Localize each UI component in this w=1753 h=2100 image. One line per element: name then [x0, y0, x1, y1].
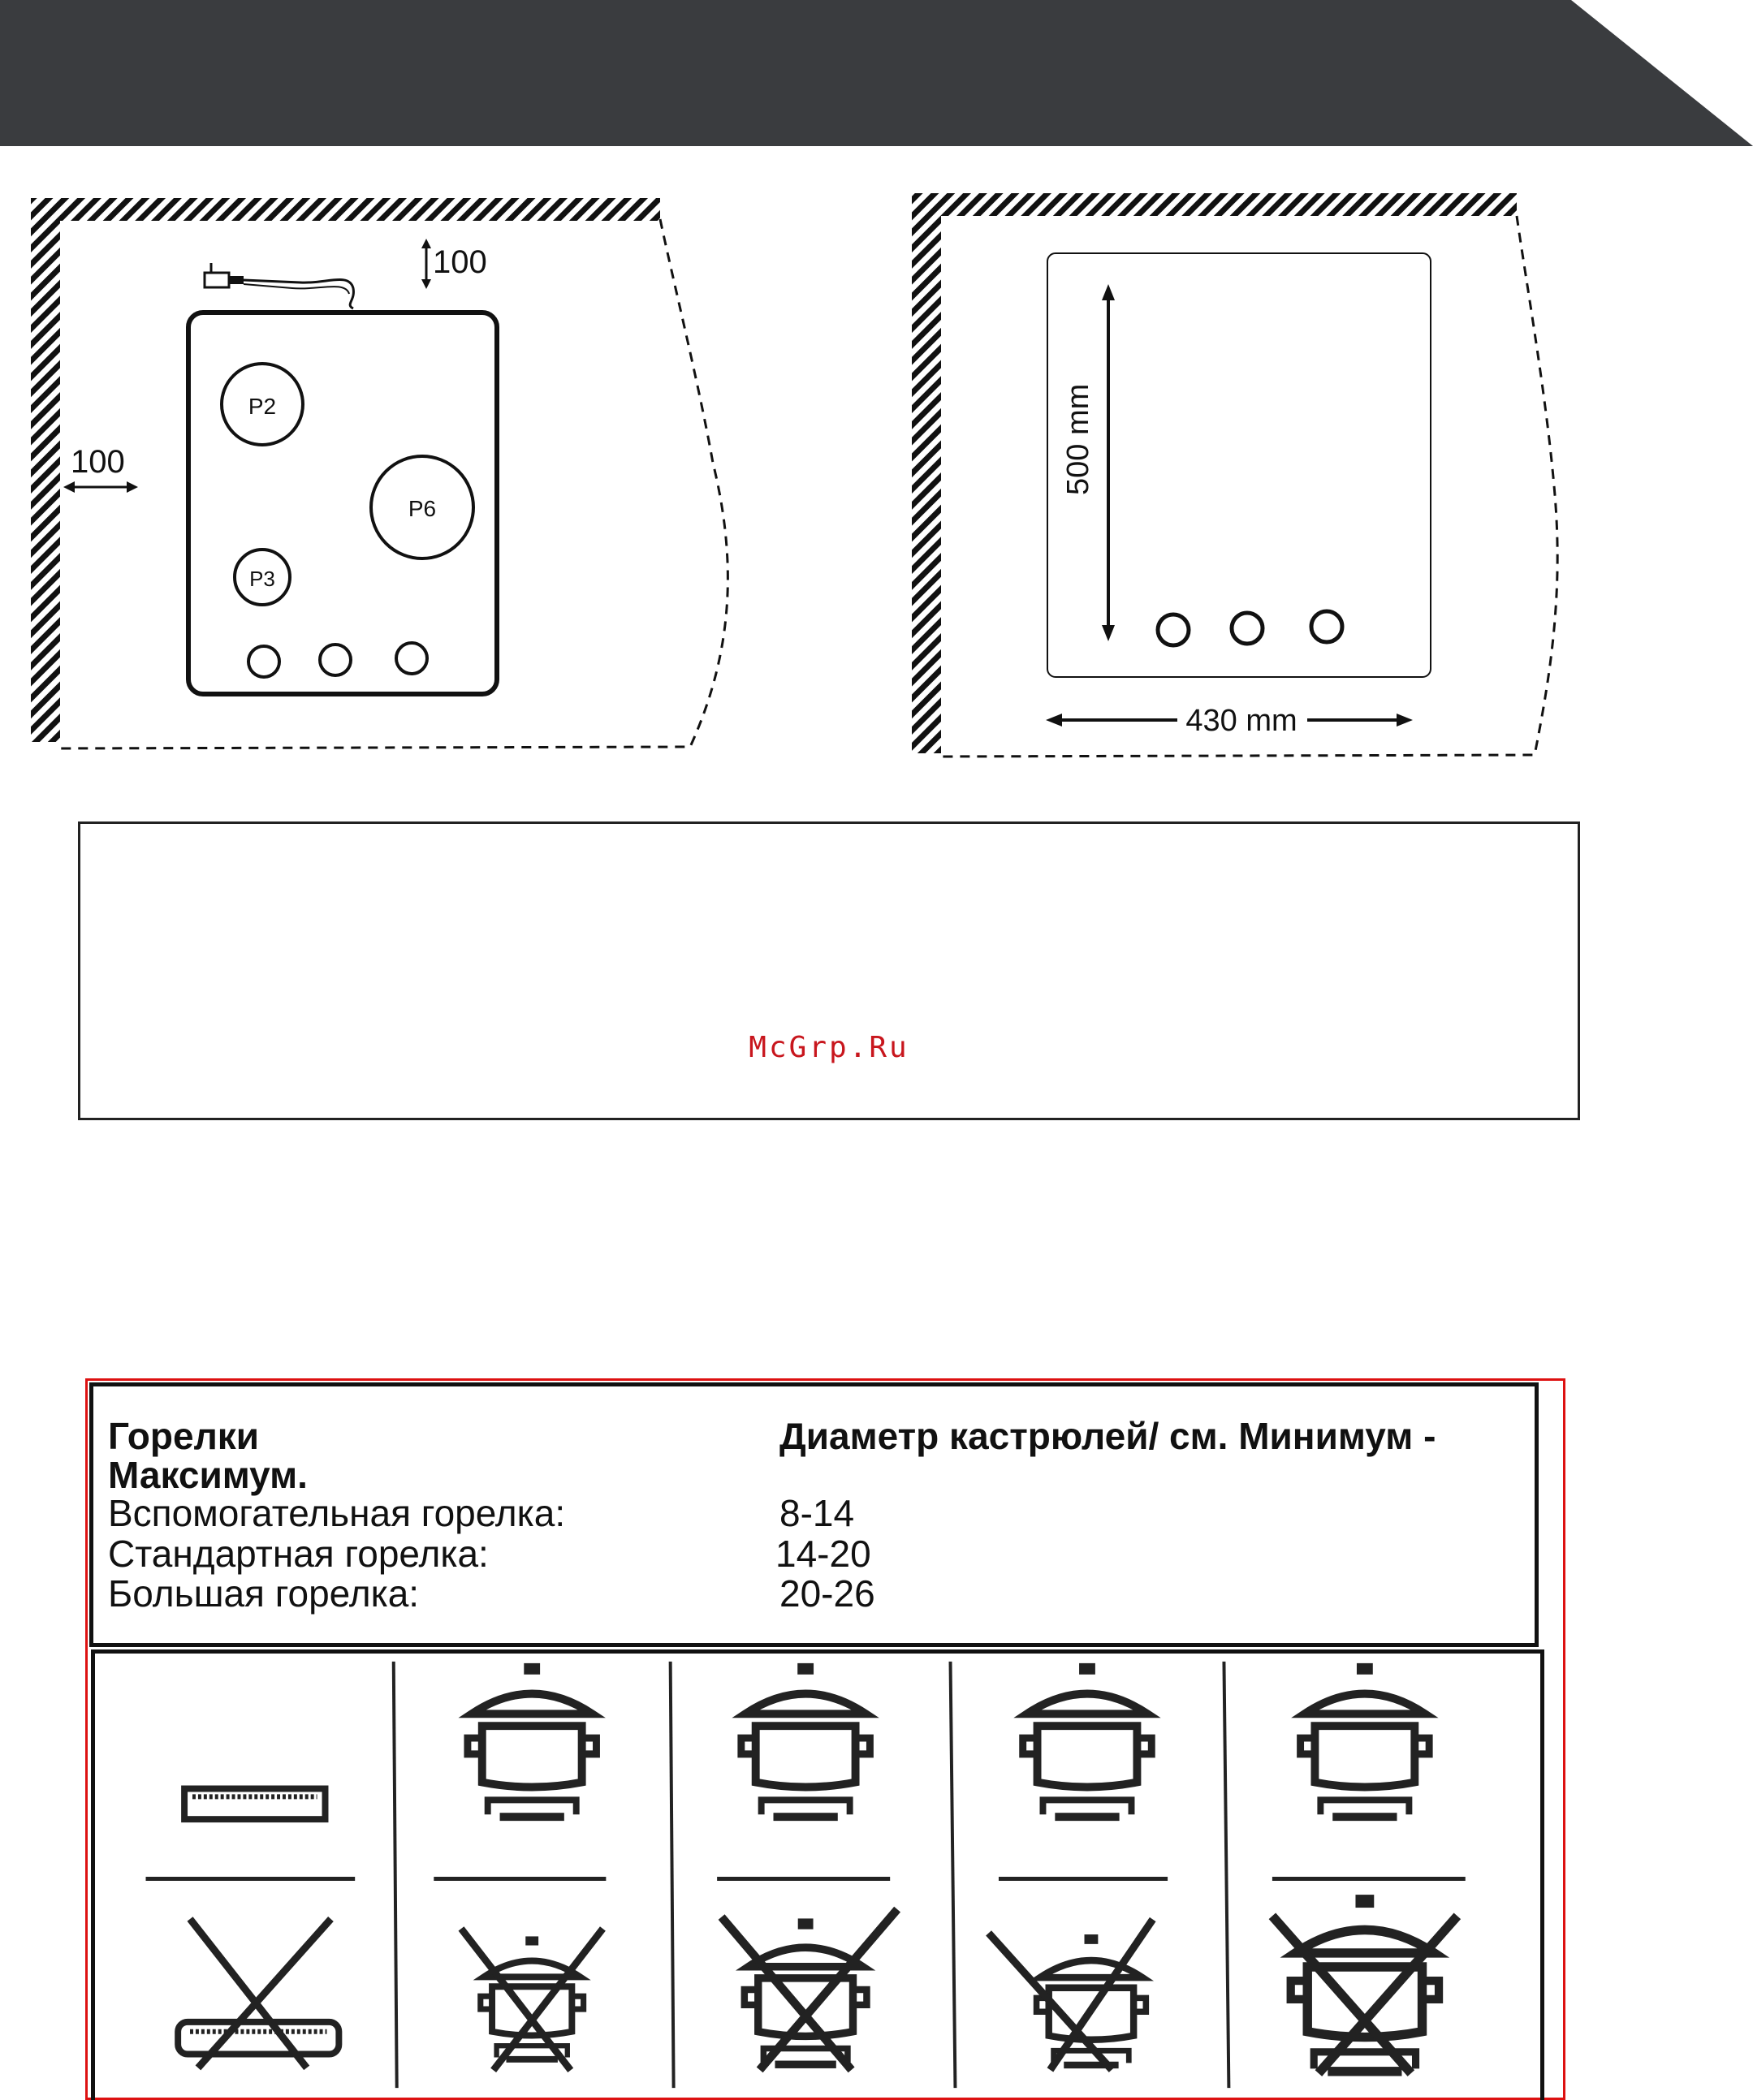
- crossed-pot-icon: [1272, 1895, 1457, 2076]
- control-knob: [396, 643, 427, 674]
- cutout-dimensions-diagram: [905, 187, 1579, 771]
- burner-p3-label: P3: [249, 567, 275, 591]
- crossed-pot-icon: [461, 1929, 602, 2070]
- pan-usage-pictograms: [91, 1649, 1544, 2100]
- column-divider: [1224, 1662, 1228, 2088]
- table-row-range: 14-20: [775, 1533, 871, 1575]
- pan-diameter-table: [89, 1382, 1539, 1647]
- table-header-burners: Горелки: [108, 1415, 260, 1457]
- correct-pot-icon: [468, 1663, 597, 1821]
- note-box: [78, 821, 1580, 1120]
- side-clearance-arrow: [63, 481, 138, 493]
- column-divider: [951, 1662, 956, 2088]
- control-knob: [1232, 613, 1263, 644]
- depth-label: 500 mm: [1061, 383, 1095, 495]
- control-knob: [1311, 611, 1342, 642]
- table-row-burner: Стандартная горелка:: [108, 1533, 489, 1575]
- wall-top-hatch: [31, 198, 660, 221]
- crossed-pot-icon: [722, 1909, 898, 2070]
- column-divider: [394, 1662, 397, 2088]
- correct-pot-icon: [1023, 1663, 1152, 1821]
- burner-p6-label: P6: [408, 496, 437, 521]
- crossed-pot-icon: [989, 1920, 1153, 2070]
- top-clearance-label: 100: [433, 244, 487, 280]
- wall-left-hatch: [912, 193, 941, 753]
- table-row-range: 20-26: [779, 1572, 875, 1615]
- width-label: 430 mm: [1185, 704, 1297, 738]
- watermark-text: McGrp.Ru: [749, 1031, 909, 1064]
- control-knob: [320, 645, 351, 675]
- table-row-burner: Вспомогательная горелка:: [108, 1492, 566, 1534]
- table-row-range: 8-14: [779, 1492, 855, 1534]
- table-row-burner: Большая горелка:: [108, 1572, 420, 1615]
- header-bar: [0, 0, 1753, 146]
- control-knob: [248, 646, 279, 677]
- flat-griddle-icon: [184, 1788, 325, 1819]
- top-clearance-arrow: [421, 239, 431, 289]
- crossed-griddle-icon: [178, 1919, 339, 2068]
- control-knob: [1158, 614, 1189, 645]
- burner-p2-label: P2: [248, 394, 277, 419]
- table-header-wrap: Максимум.: [108, 1454, 308, 1496]
- column-divider: [671, 1662, 674, 2088]
- hob-clearance-diagram: [24, 187, 739, 763]
- wall-left-hatch: [31, 198, 60, 742]
- power-plug-icon: [205, 263, 353, 308]
- table-header-diameter: Диаметр кастрюлей/ см. Минимум -: [779, 1415, 1436, 1457]
- correct-pot-icon: [741, 1663, 870, 1821]
- side-clearance-label: 100: [71, 444, 125, 480]
- wall-top-hatch: [912, 193, 1517, 216]
- correct-pot-icon: [1301, 1663, 1430, 1821]
